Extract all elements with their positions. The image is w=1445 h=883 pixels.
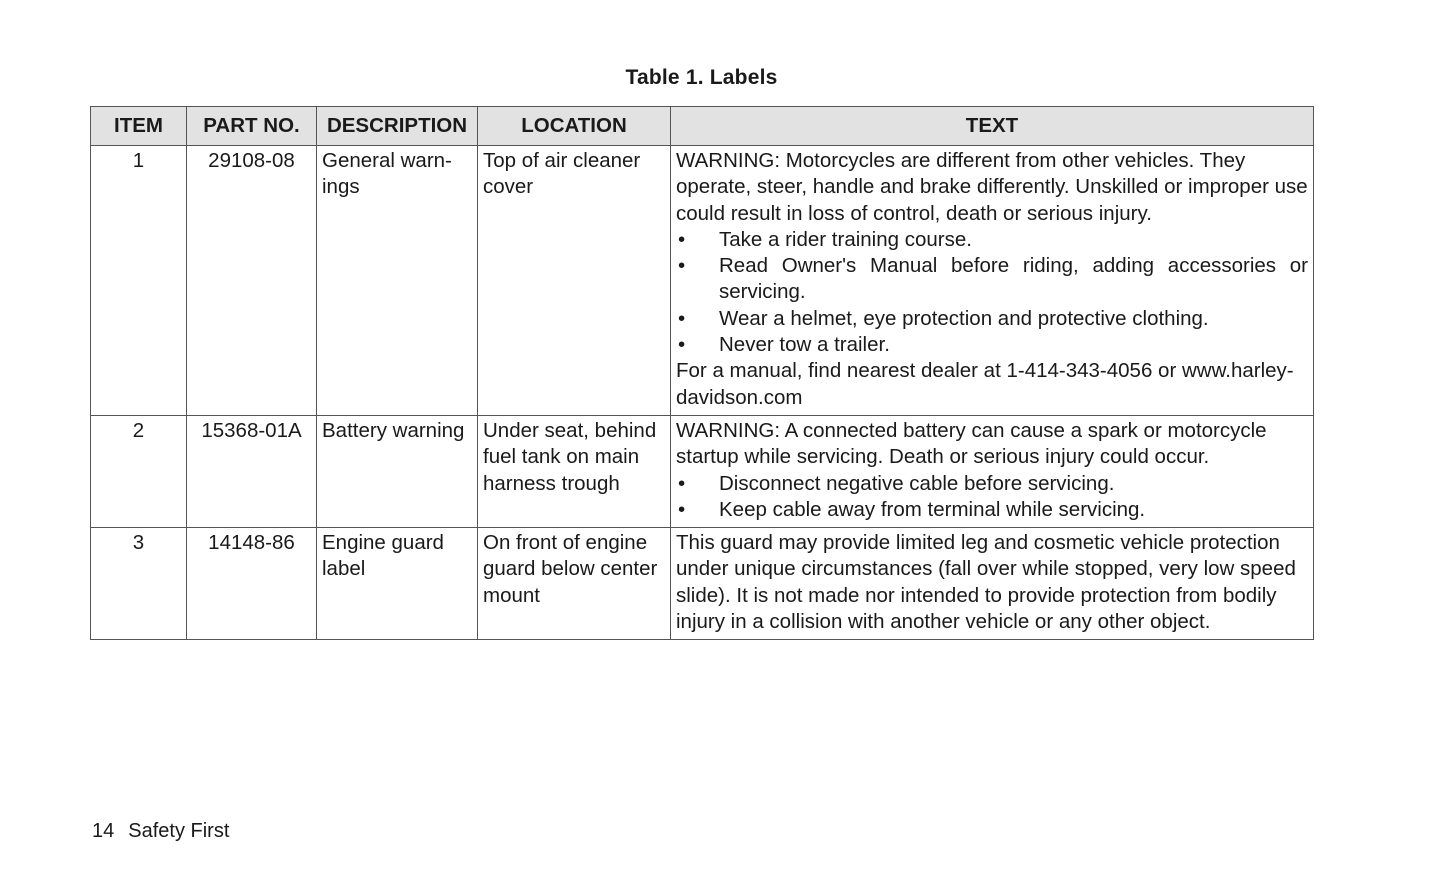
part-no-cell: 14148-86 [187, 528, 317, 640]
column-header-item: ITEM [91, 107, 187, 146]
bullet-icon: • [678, 471, 686, 495]
part-no-cell: 29108-08 [187, 146, 317, 416]
item-cell: 2 [91, 415, 187, 527]
list-item [676, 497, 1308, 523]
item-cell: 1 [91, 146, 187, 416]
description-cell: Engine guard label [317, 528, 478, 640]
page-footer [92, 820, 229, 843]
bullet-icon: • [678, 333, 686, 357]
column-header-text: TEXT [671, 107, 1314, 146]
bullet-text: Take a rider training course. [719, 227, 972, 251]
table-header-row [91, 107, 1314, 146]
description-cell: Battery warning [317, 415, 478, 527]
table-title: Table 1. Labels [625, 66, 778, 89]
column-header-location: LOCATION [478, 107, 671, 146]
column-header-part-no: PART NO. [187, 107, 317, 146]
description-text: General warn-ings [322, 149, 452, 199]
guard-info-text: This guard may provide limited leg and cosmetic vehicle protection under unique circumstances (fall over while stopped, very low speed slide). It is not made nor intended to provide protection from bodily injury in a collision with another vehicle or any other object. [676, 531, 1296, 634]
list-item [676, 332, 1308, 358]
bullet-list [676, 471, 1308, 524]
bullet-icon: • [678, 497, 686, 521]
bullet-list [676, 227, 1308, 358]
location-cell: Top of air cleaner cover [478, 146, 671, 416]
description-cell [317, 146, 478, 416]
text-cell [671, 528, 1314, 640]
bullet-text: Read Owner's Manual before riding, adding accessories or servicing. [719, 254, 1308, 304]
location-cell: On front of engine guard below center mount [478, 528, 671, 640]
section-title: Safety First [128, 820, 230, 842]
table-row [91, 146, 1314, 416]
bullet-text: Disconnect negative cable before servicing. [719, 471, 1115, 495]
bullet-icon: • [678, 254, 686, 278]
bullet-icon: • [678, 227, 686, 251]
bullet-text: Keep cable away from terminal while servicing. [719, 497, 1146, 521]
location-cell: Under seat, behind fuel tank on main harness trough [478, 415, 671, 527]
labels-table [90, 106, 1314, 640]
list-item [676, 471, 1308, 497]
table-row [91, 528, 1314, 640]
part-no-cell: 15368-01A [187, 415, 317, 527]
text-cell [671, 146, 1314, 416]
list-item [676, 227, 1308, 253]
warning-text: WARNING: A connected battery can cause a spark or motorcycle startup while servicing. Death or serious injury could occur. [676, 418, 1267, 469]
page-number: 14 [92, 820, 115, 842]
bullet-icon: • [678, 306, 686, 330]
bullet-text: Wear a helmet, eye protection and protective clothing. [719, 306, 1209, 330]
manual-info-text: For a manual, find nearest dealer at 1-414-343-4056 or www.harley-davidson.com [676, 359, 1294, 409]
column-header-description: DESCRIPTION [317, 107, 478, 146]
text-cell [671, 415, 1314, 527]
bullet-text: Never tow a trailer. [719, 333, 890, 357]
warning-text: WARNING: Motorcycles are different from other vehicles. They operate, steer, handle and brake differently. Unskilled or improper use could result in loss of control, death or serious injury. [676, 149, 1308, 225]
list-item [676, 253, 1308, 306]
table-row [91, 415, 1314, 527]
item-cell: 3 [91, 528, 187, 640]
list-item [676, 306, 1308, 332]
